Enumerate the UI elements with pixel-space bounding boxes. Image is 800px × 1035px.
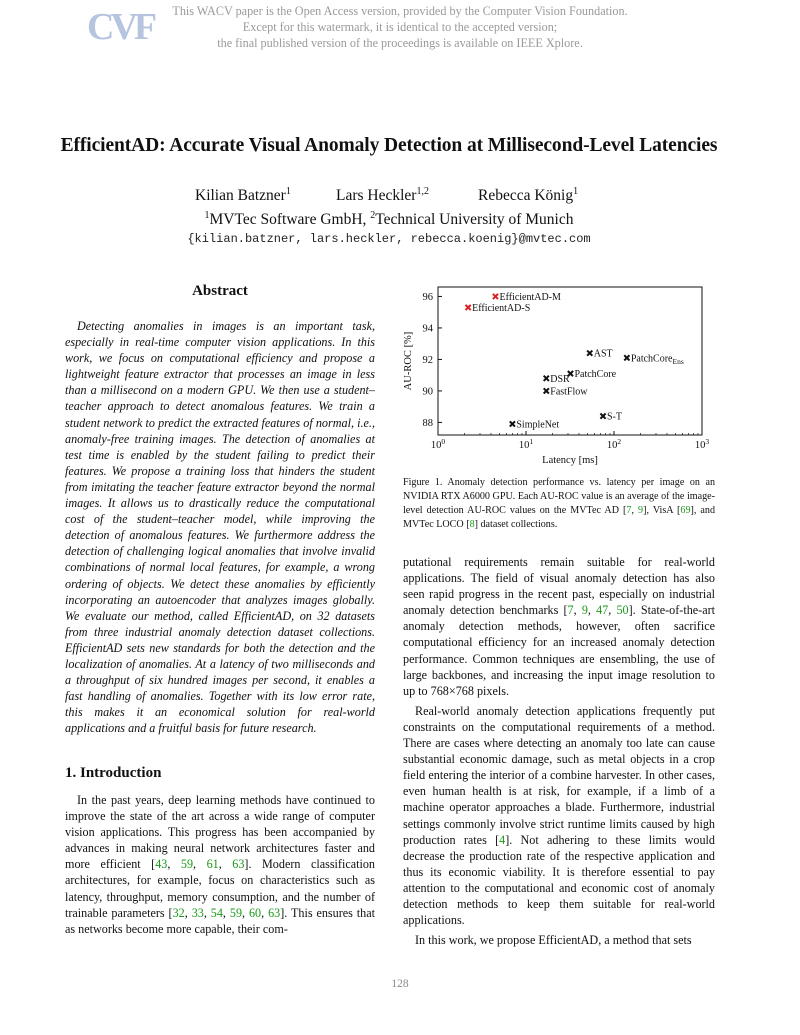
caption-text-2: ], VisA [ bbox=[643, 505, 681, 516]
citation[interactable]: 8 bbox=[469, 519, 475, 530]
point-label: PatchCore$_{Ens}$ bbox=[630, 353, 684, 366]
paper-title: EfficientAD: Accurate Visual Anomaly Detection at Millisecond-Level Latencies bbox=[60, 135, 718, 156]
point-label: AST bbox=[593, 348, 613, 360]
data-point bbox=[624, 355, 629, 360]
author-emails: {kilian.batzner, lars.heckler, rebecca.koenig}@mvtec.com bbox=[187, 232, 591, 246]
caption-text-4: ] dataset collections. bbox=[474, 519, 558, 530]
citation[interactable]: 9 bbox=[581, 603, 588, 618]
cvf-logo-text: CVF bbox=[87, 6, 154, 48]
point-label: EfficientAD-S bbox=[472, 302, 531, 314]
data-point bbox=[587, 351, 592, 356]
right-column-body bbox=[403, 554, 715, 952]
citation[interactable]: 63 bbox=[268, 905, 281, 920]
citation[interactable]: 69 bbox=[680, 505, 691, 516]
data-point bbox=[544, 388, 549, 393]
abstract-heading: Abstract bbox=[192, 283, 248, 299]
watermark-line-3: the final published version of the proceedings is available on IEEE Xplore. bbox=[217, 36, 583, 50]
y-tick-label: 90 bbox=[422, 386, 433, 398]
affiliations bbox=[0, 210, 778, 229]
citation[interactable]: 60 bbox=[248, 905, 262, 920]
x-tick-label: $10^2$ bbox=[606, 437, 622, 451]
x-axis-label: Latency [ms] bbox=[542, 455, 598, 466]
intro-text-1: In the past years, deep learning methods have continued to improve the state of the art across a wide range of computer vision applications. This progress has been accompanied by advances in making neural network architectures faster and more efficient [ bbox=[65, 793, 375, 872]
y-tick-label: 96 bbox=[422, 291, 433, 303]
author-2-name: Lars Heckler bbox=[336, 187, 417, 205]
intro-text-3: ]. This ensures that as networks become more capable, their com- bbox=[65, 905, 375, 936]
citation[interactable]: 47 bbox=[596, 603, 609, 618]
caption-text-1: Figure 1. Anomaly detection performance vs. latency per image on an NVIDIA RTX A6000 GPU. Each AU-ROC value is an average of the image-level detection AU-ROC values on the MVTec AD [ bbox=[403, 477, 715, 516]
introduction-heading: 1. Introduction bbox=[65, 765, 162, 781]
paragraph-text: putational requirements remain suitable for real-world applications. The field of visual anomaly detection has also seen rapid progress in the recent past, especially on industrial anomaly detection benchmarks [ bbox=[403, 555, 715, 618]
figure-1-caption: Figure 1. Anomaly detection performance vs. latency per image on an NVIDIA RTX A6000 GPU. Each AU-ROC value is an average of the image-level detection AU-ROC values on the MVTec AD [7, 9], VisA [69], and MVTec LOCO [8] dataset collections. bbox=[403, 477, 716, 530]
point-label: PatchCore bbox=[574, 369, 617, 381]
point-label: S-T bbox=[607, 411, 623, 423]
paragraph: putational requirements remain suitable for real-world applications. The field of visual anomaly detection has also seen rapid progress in the recent past, especially on industrial anomaly detection benchmarks [7, 9, 47, 50]. State-of-the-art anomaly detection methods, however, often sacrifice computational efficiency for an increased anomaly detection performance. Common techniques are ensembling, the use of large backbones, and increasing the input image resolution to up to 768×768 pixels. bbox=[403, 555, 716, 698]
citation[interactable]: 61 bbox=[206, 857, 219, 872]
affil-sup-1: 1 bbox=[204, 210, 210, 221]
data-point bbox=[493, 294, 498, 299]
paragraph-text: Real-world anomaly detection applications frequently put constraints on the computational requirements of a method. There are cases where detecting an anomaly too late can cause substantial economic damage, such as metal objects in a crop field entering the interior of a combine harvester. In other cases, even human health is at risk, for example, if a limb of a machine operator approaches a blade. Furthermore, industrial settings commonly involve strict runtime limits caused by high production rates [ bbox=[403, 703, 715, 847]
author-1-name: Kilian Batzner bbox=[195, 187, 286, 205]
paragraph: In this work, we propose EfficientAD, a method that sets bbox=[415, 933, 692, 948]
author-2-sup: 1,2 bbox=[416, 186, 429, 197]
author-3-name: Rebecca König bbox=[478, 187, 574, 205]
affil-org-2: Technical University of Munich bbox=[375, 211, 574, 229]
x-tick-label: $10^3$ bbox=[694, 437, 710, 451]
point-label: EfficientAD-M bbox=[499, 291, 561, 303]
citation[interactable]: 54 bbox=[210, 905, 223, 920]
author-3 bbox=[478, 186, 578, 205]
citation[interactable]: 50 bbox=[616, 603, 629, 618]
paragraph-text: ]. State-of-the-art anomaly detection methods, however, often sacrifice computational efficiency for an increased anomaly detection performance. Common techniques are ensembling, the use of large backbones, and increasing the input image resolution to up to 768×768 pixels. bbox=[403, 603, 716, 698]
page-number: 128 bbox=[391, 978, 409, 990]
citation[interactable]: 7 bbox=[567, 603, 574, 618]
introduction-body: In the past years, deep learning methods have continued to improve the state of the art across a wide range of computer vision applications. This progress has been accompanied by advances in making neural network architectures faster and more efficient [43, 59, 61, 63]. Modern classification architectures, for example, focus on characteristics such as latency, throughput, memory consumption, and the number of trainable parameters [32, 33, 54, 59, 60, 63]. This ensures that as networks become more capable, their com- bbox=[65, 793, 375, 936]
citation[interactable]: 9 bbox=[638, 505, 644, 516]
affil-sup-2: 2 bbox=[370, 210, 376, 221]
intro-text-2: ]. Modern classification architectures, for example, focus on characteristics such as latency, throughput, memory consumption, and the number of trainable parameters [ bbox=[65, 857, 375, 920]
citation[interactable]: 59 bbox=[229, 905, 243, 920]
data-point bbox=[600, 414, 605, 419]
point-label: DSR bbox=[550, 373, 570, 385]
figure-1-chart bbox=[398, 280, 718, 470]
data-point bbox=[544, 376, 549, 381]
citation[interactable]: 63 bbox=[232, 857, 245, 872]
watermark-line-2: Except for this watermark, it is identical to the accepted version; bbox=[242, 20, 558, 34]
point-label: SimpleNet bbox=[516, 419, 560, 431]
citation[interactable]: 43 bbox=[155, 857, 168, 872]
citation[interactable]: 33 bbox=[191, 905, 204, 920]
x-tick-label: $10^0$ bbox=[430, 437, 446, 451]
y-axis-label: AU-ROC [%] bbox=[403, 331, 414, 391]
author-2 bbox=[336, 186, 429, 205]
y-tick-label: 88 bbox=[422, 417, 433, 429]
citation[interactable]: 7 bbox=[626, 505, 632, 516]
caption-text-3: ], and MVTec LOCO [ bbox=[403, 505, 716, 530]
citation[interactable]: 4 bbox=[499, 832, 506, 847]
abstract-body: Detecting anomalies in images is an important task, especially in real-time computer vision applications. In this work, we focus on computational efficiency and propose a lightweight feature extractor that processes an image in less than a millisecond on a modern GPU. We then use a student–teacher approach to detect anomalous features. We train a student network to predict the extracted features of normal, i.e., anomaly-free training images. The detection of anomalies at test time is enabled by the student failing to predict their features. We propose a training loss that hinders the student from imitating the teacher feature extractor beyond the normal images. It allows us to drastically reduce the computational cost of the student–teacher model, while improving the detection of anomalous features. We furthermore address the detection of challenging logical anomalies that involve invalid combinations of normal local features, for example, a wrong ordering of objects. We detect these anomalies by efficiently incorporating an autoencoder that analyzes images globally. We evaluate our method, called EfficientAD, on 32 datasets from three industrial anomaly detection dataset collections. EfficientAD sets new standards for both the detection and the localization of anomalies. At a latency of two milliseconds and a throughput of six hundred images per second, it enables a fast handling of anomalies. Together with its low error rate, this makes it an economical solution for real-world applications and a fruitful basis for future research. bbox=[65, 319, 375, 736]
paragraph bbox=[403, 703, 715, 928]
affil-org-1: MVTec Software GmbH, bbox=[209, 211, 371, 229]
author-3-sup: 1 bbox=[573, 186, 579, 197]
watermark-line-1: This WACV paper is the Open Access version, provided by the Computer Vision Foundation. bbox=[172, 4, 628, 18]
data-point bbox=[466, 305, 471, 310]
paragraph-text: ]. Not adhering to these limits would decrease the production rate of the respective application and thus its economic viability. It is therefore essential to pay attention to the computational and economic cost of anomaly detection methods to keep them suitable for real-world applications. bbox=[403, 832, 715, 928]
y-tick-label: 94 bbox=[422, 323, 433, 335]
cvf-logo bbox=[86, 6, 154, 48]
data-point bbox=[510, 421, 515, 426]
citation[interactable]: 32 bbox=[172, 905, 185, 920]
citation[interactable]: 59 bbox=[180, 857, 194, 872]
author-1-sup: 1 bbox=[285, 186, 291, 197]
point-label: FastFlow bbox=[550, 386, 588, 398]
y-tick-label: 92 bbox=[422, 354, 433, 366]
x-tick-label: $10^1$ bbox=[518, 437, 534, 451]
author-1 bbox=[195, 186, 291, 205]
